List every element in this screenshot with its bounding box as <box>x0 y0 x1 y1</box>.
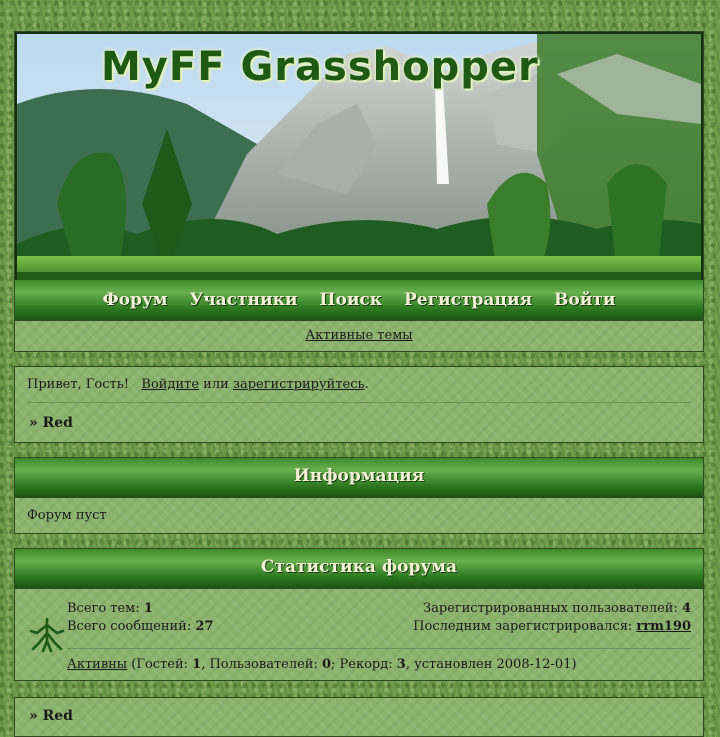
stats-title: Статистика форума <box>15 549 703 589</box>
topics-count: Всего тем: 1 <box>67 601 153 616</box>
stats-panel <box>14 548 704 681</box>
welcome-panel <box>14 366 704 443</box>
period-text: . <box>364 377 369 392</box>
last-registered: Последним зарегистрировался: rrm190 <box>413 619 691 634</box>
breadcrumb[interactable]: » Red <box>29 415 73 431</box>
welcome-line <box>27 377 369 392</box>
site-logo[interactable]: MyFF Grasshopper <box>101 44 539 90</box>
active-users-link[interactable]: Активны <box>67 657 128 672</box>
sub-navigation <box>14 320 704 352</box>
forum-header <box>14 31 704 320</box>
online-users: Активны (Гостей: 1, Пользователей: 0; Рекорд: 3, установлен 2008-12-01) <box>67 657 577 672</box>
info-message: Форум пуст <box>27 508 107 523</box>
nav-search[interactable]: Поиск <box>319 290 383 310</box>
divider <box>27 402 691 403</box>
footer-panel <box>14 697 704 737</box>
registered-users: Зарегистрированных пользователей: 4 <box>422 601 691 616</box>
stats-right <box>413 600 691 636</box>
last-user-link[interactable]: rrm190 <box>636 619 691 634</box>
or-text: или <box>199 377 233 392</box>
main-nav <box>15 280 703 320</box>
info-panel <box>14 457 704 534</box>
nav-login[interactable]: Войти <box>554 290 616 310</box>
divider <box>67 648 691 649</box>
stats-left <box>67 600 213 636</box>
nav-forum[interactable]: Форум <box>102 290 168 310</box>
greeting-text: Привет, Гость! <box>27 377 130 392</box>
register-link[interactable]: зарегистрируйтесь <box>232 377 365 392</box>
info-title: Информация <box>15 458 703 498</box>
header-banner-image <box>17 34 701 280</box>
footer-breadcrumb[interactable]: » Red <box>29 708 73 724</box>
nav-register[interactable]: Регистрация <box>403 290 533 310</box>
nav-users[interactable]: Участники <box>189 290 298 310</box>
active-topics-link[interactable]: Активные темы <box>305 328 413 343</box>
login-link[interactable]: Войдите <box>141 377 200 392</box>
posts-count: Всего сообщений: 27 <box>67 619 214 634</box>
grasshopper-icon <box>27 615 67 659</box>
